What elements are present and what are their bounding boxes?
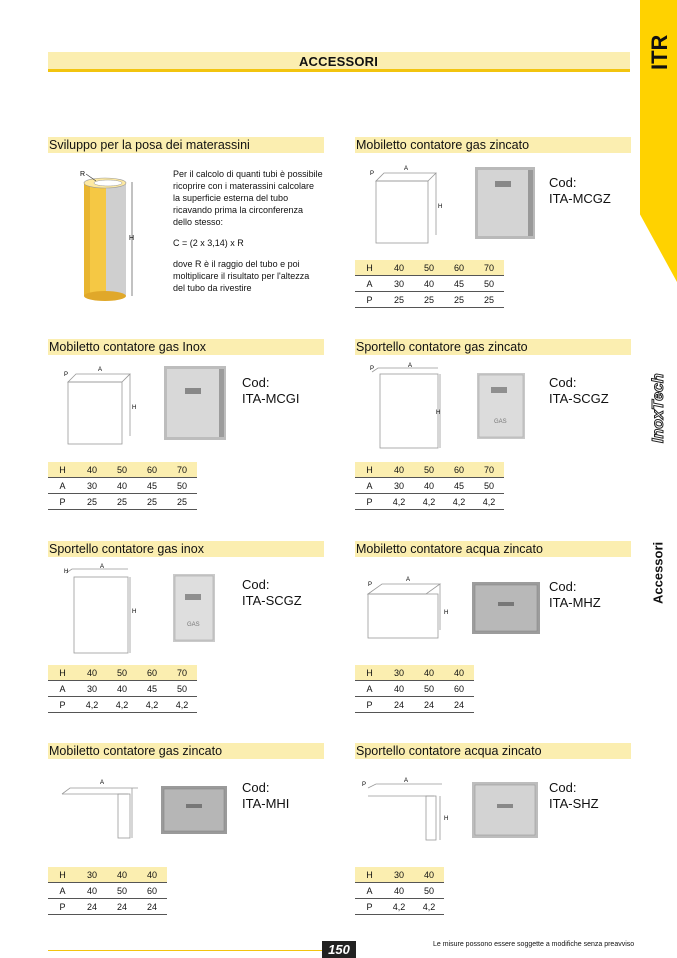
table-row [355, 478, 504, 494]
dimension-label: H [444, 610, 449, 616]
table-cell: 30 [77, 478, 107, 494]
table-cell: 4,2 [414, 494, 444, 510]
page-number: 150 [322, 941, 356, 958]
dimension-label: GAS [494, 419, 507, 425]
table-cell: 70 [474, 260, 504, 276]
table-row [355, 899, 444, 915]
table-row [48, 697, 197, 713]
table-cell: 40 [444, 665, 474, 681]
table-cell: 4,2 [444, 494, 474, 510]
table-row [355, 867, 444, 883]
table-cell: 30 [384, 665, 414, 681]
table-cell: 40 [77, 883, 107, 899]
table-cell: 25 [137, 494, 167, 510]
table-cell: 4,2 [137, 697, 167, 713]
dimension-label: H [132, 405, 137, 411]
door-photo [477, 373, 525, 439]
table-cell: 50 [107, 665, 137, 681]
table-row [355, 883, 444, 899]
product-title: Mobiletto contatore gas zincato [48, 743, 324, 759]
spec-table [355, 867, 444, 915]
product-title: Mobiletto contatore acqua zincato [355, 541, 631, 557]
table-cell: 24 [414, 697, 444, 713]
table-cell: 4,2 [77, 697, 107, 713]
intro-formula: C = (2 x 3,14) x R [173, 238, 244, 248]
intro-paragraph: Per il calcolo di quanti tubi è possibile ricoprire con i materassini calcolare la superficie esterna del tubo ricavando prima la circonferenza dello stesso: [173, 169, 323, 227]
table-cell: 60 [137, 883, 167, 899]
table-cell: 40 [414, 665, 444, 681]
dimension-label: P [370, 366, 375, 372]
table-cell: 25 [444, 292, 474, 308]
table-row [355, 260, 504, 276]
table-cell: 40 [414, 867, 444, 883]
height-label: H [129, 235, 135, 242]
table-cell: 60 [444, 260, 474, 276]
table-cell: P [48, 697, 77, 713]
spec-table [48, 665, 197, 713]
table-cell: 60 [137, 462, 167, 478]
product-title: Sportello contatore gas inox [48, 541, 324, 557]
cabinet-photo [472, 582, 540, 634]
door-drawing [62, 563, 142, 655]
table-cell: 25 [414, 292, 444, 308]
dimension-label: H [132, 609, 137, 615]
dimension-label: A [406, 577, 411, 583]
table-cell: 40 [107, 867, 137, 883]
table-cell: 30 [77, 867, 107, 883]
product-title: Mobiletto contatore gas zincato [355, 137, 631, 153]
intro-paragraph-2: dove R è il raggio del tubo e poi moltiplicare il risultato per l'altezza del tubo da rivestire [173, 259, 310, 293]
table-cell: 50 [414, 462, 444, 478]
table-cell: 50 [107, 883, 137, 899]
table-cell: 50 [167, 681, 197, 697]
table-row [48, 867, 167, 883]
dimension-label: A [100, 564, 105, 570]
table-cell: 70 [167, 462, 197, 478]
spec-table [355, 260, 504, 308]
product-title: Sportello contatore gas zincato [355, 339, 631, 355]
table-cell: 60 [444, 681, 474, 697]
footer-divider [48, 950, 323, 951]
table-cell: H [48, 867, 77, 883]
table-cell: 40 [77, 462, 107, 478]
table-cell: A [355, 276, 384, 292]
table-row [355, 681, 474, 697]
product-title: Sportello contatore acqua zincato [355, 743, 631, 759]
dimension-label: P [368, 582, 373, 588]
table-row [48, 462, 197, 478]
table-cell: 4,2 [384, 494, 414, 510]
dimension-label: A [100, 780, 105, 786]
product-code: Cod: ITA-MHI [242, 780, 290, 811]
table-cell: 40 [77, 665, 107, 681]
table-cell: A [355, 883, 384, 899]
table-cell: 50 [474, 478, 504, 494]
side-category-label: Accessori [650, 541, 666, 605]
table-cell: 50 [107, 462, 137, 478]
table-row [355, 276, 504, 292]
table-cell: H [355, 665, 384, 681]
table-cell: A [48, 478, 77, 494]
cabinet-drawing [366, 163, 446, 248]
table-cell: H [48, 665, 77, 681]
table-row [48, 665, 197, 681]
product-code: Cod: ITA-MCGI [242, 375, 300, 406]
table-cell: 45 [444, 276, 474, 292]
table-cell: 25 [384, 292, 414, 308]
table-cell: H [48, 462, 77, 478]
table-cell: 24 [137, 899, 167, 915]
table-cell: 60 [137, 665, 167, 681]
table-cell: 45 [137, 681, 167, 697]
table-cell: A [48, 681, 77, 697]
table-cell: 25 [107, 494, 137, 510]
spec-table [355, 462, 504, 510]
table-row [355, 462, 504, 478]
table-cell: 25 [474, 292, 504, 308]
footer-note: Le misure possono essere soggette a modifiche senza preavviso [433, 941, 635, 948]
spec-table [48, 867, 167, 915]
brand-logo: ITR [647, 34, 672, 70]
table-row [48, 899, 167, 915]
table-cell: 45 [137, 478, 167, 494]
page-title: ACCESSORI [298, 54, 379, 69]
table-cell: P [355, 697, 384, 713]
table-cell: H [355, 260, 384, 276]
product-code: Cod: ITA-MCGZ [549, 175, 611, 206]
table-cell: H [355, 462, 384, 478]
door-photo [173, 574, 215, 642]
table-cell: 40 [414, 478, 444, 494]
cabinet-drawing [62, 364, 142, 449]
table-cell: 24 [77, 899, 107, 915]
dimension-label: P [64, 372, 69, 378]
table-cell: A [355, 681, 384, 697]
dimension-label: GAS [187, 622, 200, 628]
inoxtech-logo: InoxTech [650, 373, 667, 443]
table-cell: A [355, 478, 384, 494]
dimension-label: A [404, 166, 409, 172]
cabinet-drawing [56, 774, 146, 844]
table-cell: P [355, 899, 384, 915]
table-cell: 70 [474, 462, 504, 478]
product-title: Mobiletto contatore gas Inox [48, 339, 324, 355]
table-cell: 25 [77, 494, 107, 510]
spec-table [48, 462, 197, 510]
table-cell: 40 [137, 867, 167, 883]
table-row [355, 697, 474, 713]
table-cell: 50 [474, 276, 504, 292]
table-cell: 4,2 [414, 899, 444, 915]
intro-description [173, 168, 323, 303]
table-cell: 50 [414, 883, 444, 899]
door-drawing [368, 362, 448, 452]
cabinet-photo [164, 366, 226, 440]
table-row [355, 292, 504, 308]
table-cell: 24 [444, 697, 474, 713]
table-cell: 40 [414, 276, 444, 292]
table-cell: 25 [167, 494, 197, 510]
table-cell: 40 [384, 681, 414, 697]
table-cell: 40 [384, 462, 414, 478]
dimension-label: H [444, 816, 449, 822]
cabinet-photo [475, 167, 535, 239]
dimension-label: P [362, 782, 367, 788]
table-cell: 70 [167, 665, 197, 681]
table-cell: 4,2 [167, 697, 197, 713]
dimension-label: H [436, 410, 441, 416]
cabinet-photo [161, 786, 227, 834]
pipe-illustration [48, 164, 158, 304]
table-cell: 30 [384, 478, 414, 494]
table-cell: H [355, 867, 384, 883]
dimension-label: A [98, 367, 103, 373]
table-cell: P [48, 494, 77, 510]
table-cell: 4,2 [384, 899, 414, 915]
table-cell: 40 [384, 883, 414, 899]
table-cell: A [48, 883, 77, 899]
table-row [355, 494, 504, 510]
table-row [48, 681, 197, 697]
table-cell: 50 [414, 681, 444, 697]
table-cell: P [355, 494, 384, 510]
table-cell: 24 [107, 899, 137, 915]
table-row [355, 665, 474, 681]
door-drawing [360, 774, 450, 846]
table-cell: 50 [167, 478, 197, 494]
dimension-label: A [408, 363, 413, 369]
table-cell: P [355, 292, 384, 308]
table-cell: 4,2 [107, 697, 137, 713]
dimension-label: P [370, 171, 375, 177]
table-cell: 50 [414, 260, 444, 276]
product-code: Cod: ITA-SCGZ [242, 577, 302, 608]
product-code: Cod: ITA-SHZ [549, 780, 599, 811]
intro-section-title: Sviluppo per la posa dei materassini [48, 137, 324, 153]
door-photo [472, 782, 538, 838]
table-cell: 4,2 [474, 494, 504, 510]
dimension-label: H [64, 569, 69, 575]
table-cell: 45 [444, 478, 474, 494]
product-code: Cod: ITA-SCGZ [549, 375, 609, 406]
table-cell: 60 [444, 462, 474, 478]
table-cell: 40 [384, 260, 414, 276]
dimension-label: A [404, 778, 409, 784]
spec-table [355, 665, 474, 713]
table-row [48, 883, 167, 899]
table-row [48, 494, 197, 510]
cabinet-drawing [360, 572, 460, 644]
table-cell: 30 [77, 681, 107, 697]
table-cell: 30 [384, 276, 414, 292]
table-cell: 24 [384, 697, 414, 713]
table-cell: 40 [107, 478, 137, 494]
table-row [48, 478, 197, 494]
table-cell: P [48, 899, 77, 915]
table-cell: 30 [384, 867, 414, 883]
product-code: Cod: ITA-MHZ [549, 579, 601, 610]
table-cell: 40 [107, 681, 137, 697]
radius-label: R [80, 171, 86, 178]
dimension-label: H [438, 204, 443, 210]
